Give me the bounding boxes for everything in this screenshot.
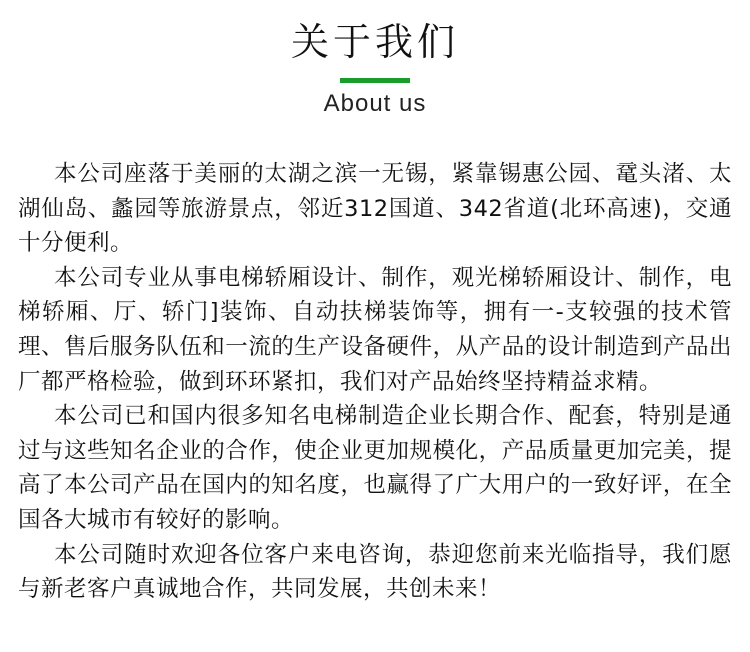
page-subtitle: About us xyxy=(323,90,427,117)
about-header xyxy=(0,0,750,130)
title-underline xyxy=(340,78,410,83)
paragraph-location: 本公司座落于美丽的太湖之滨一无锡，紧靠锡惠公园、鼋头渚、太湖仙岛、蠡园等旅游景点，邻近312国道、342省道(北环高速)，交通十分便利。 xyxy=(18,161,732,257)
page-title: 关于我们 xyxy=(290,20,459,64)
paragraph-business: 本公司专业从事电梯轿厢设计、制作，观光梯轿厢设计、制作，电梯轿厢、厅、轿门]装饰、自动扶梯装饰等，拥有一-支较强的技术管理、售后服务队伍和一流的生产设备硬件，从产品的设计制造到产品出厂都严格检验，做到环环紧扣，我们对产品始终坚持精益求精。 xyxy=(18,264,732,395)
about-content xyxy=(18,157,732,607)
paragraph-welcome: 本公司随时欢迎各位客户来电咨询，恭迎您前来光临指导，我们愿与新老客户真诚地合作，共同发展，共创未来！ xyxy=(18,541,732,603)
paragraph-partners: 本公司已和国内很多知名电梯制造企业长期合作、配套，特别是通过与这些知名企业的合作，使企业更加规模化，产品质量更加完美，提高了本公司产品在国内的知名度，也赢得了广大用户的一致好评，在全国各大城市有较好的影响。 xyxy=(18,403,732,533)
